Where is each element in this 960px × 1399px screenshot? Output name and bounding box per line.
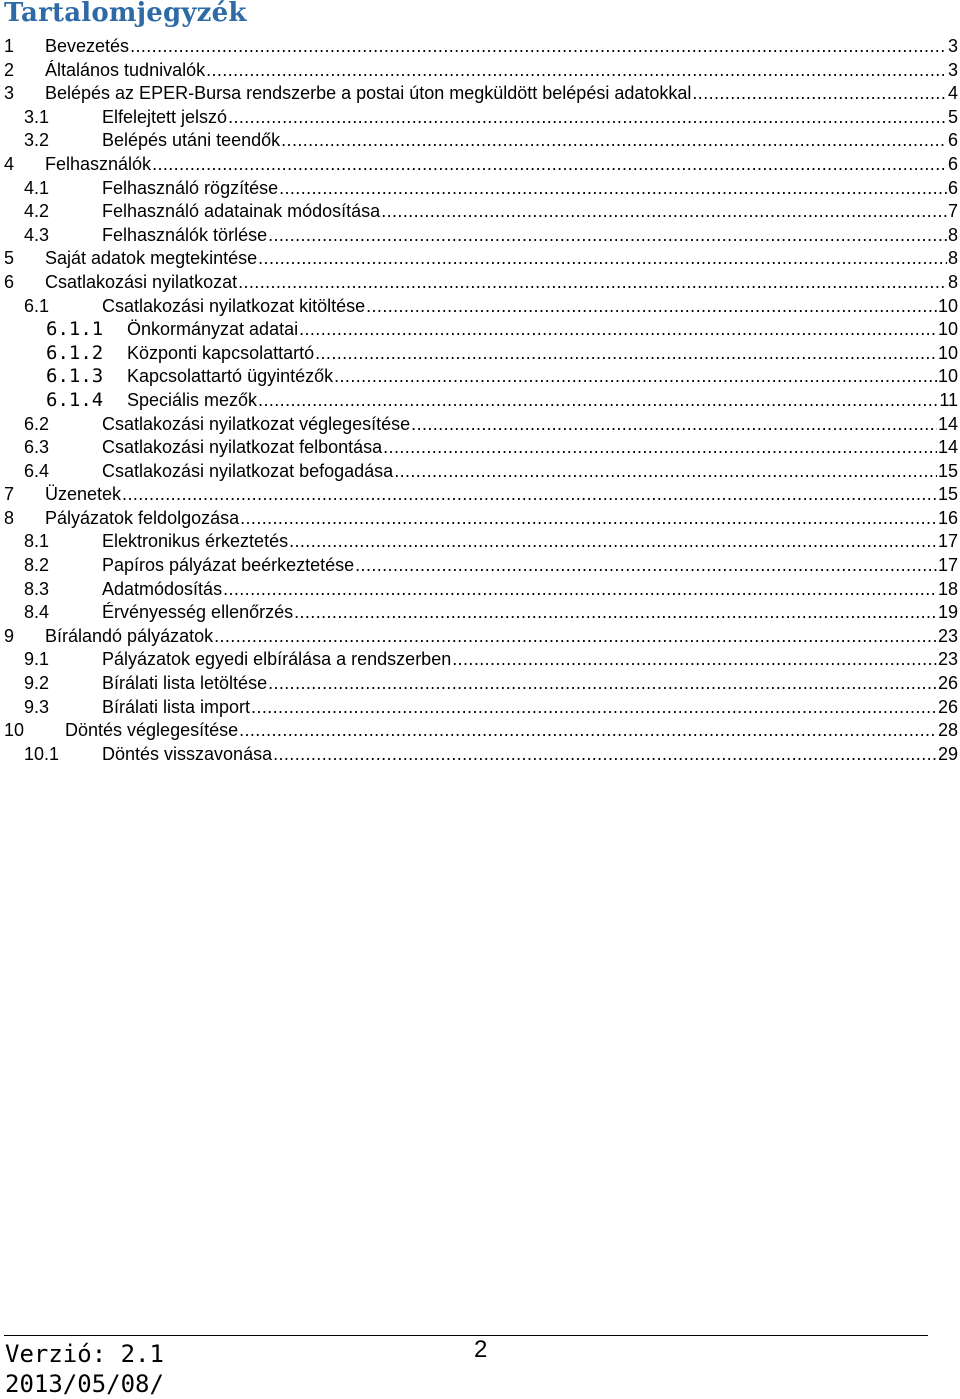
- toc-dot-leader: [223, 578, 937, 602]
- toc-entry-page: 17: [937, 555, 958, 576]
- toc-dot-leader: [214, 625, 937, 649]
- toc-entry-line: [45, 247, 958, 271]
- toc-entry[interactable]: [0, 224, 960, 248]
- toc-entry-page: 15: [937, 460, 958, 481]
- toc-entry-title: Csatlakozási nyilatkozat felbontása: [102, 437, 383, 458]
- toc-entry-number: 4: [4, 153, 15, 174]
- toc-entry-number: 5: [4, 248, 15, 269]
- toc-entry-number: 6.1.4: [46, 388, 104, 411]
- toc-dot-leader: [383, 436, 937, 460]
- toc-entry-line: [45, 59, 958, 83]
- toc-entry-line: [102, 295, 958, 319]
- toc-entry-title: Felhasználók: [45, 153, 152, 174]
- toc-entry-number: 6.2: [24, 413, 50, 434]
- toc-dot-leader: [240, 507, 937, 531]
- toc-entry-title: Felhasználó rögzítése: [102, 177, 279, 198]
- toc-entry[interactable]: [0, 59, 960, 83]
- toc-entry-page: 17: [937, 531, 958, 552]
- toc-entry-number: 4.3: [24, 224, 50, 245]
- toc-entry-title: Kapcsolattartó ügyintézők: [127, 366, 334, 387]
- toc-entry-number: 6: [4, 271, 15, 292]
- toc-entry-title: Csatlakozási nyilatkozat befogadása: [102, 460, 394, 481]
- toc-entry-page: 8: [947, 224, 958, 245]
- toc-entry-line: [45, 82, 958, 106]
- toc-entry[interactable]: [0, 483, 960, 507]
- toc-dot-leader: [294, 601, 937, 625]
- toc-entry-line: [65, 719, 958, 743]
- toc-entry-title: Elektronikus érkeztetés: [102, 531, 289, 552]
- toc-dot-leader: [239, 719, 937, 743]
- toc-entry-title: Pályázatok egyedi elbírálása a rendszerben: [102, 649, 452, 670]
- toc-entry-page: 8: [947, 271, 958, 292]
- toc-entry-number: 10.1: [24, 743, 60, 764]
- toc-entry-title: Önkormányzat adatai: [127, 319, 299, 340]
- toc-entry-line: [127, 365, 958, 389]
- toc-entry-page: 29: [937, 743, 958, 764]
- toc-entry[interactable]: [0, 177, 960, 201]
- toc-dot-leader: [228, 106, 947, 130]
- toc-entry-line: [45, 271, 958, 295]
- toc-entry-page: 14: [937, 413, 958, 434]
- toc-entry-line: [102, 129, 958, 153]
- footer-divider: [4, 1335, 928, 1336]
- toc-entry[interactable]: [0, 672, 960, 696]
- toc-entry[interactable]: [0, 271, 960, 295]
- toc-entry-line: [102, 672, 958, 696]
- toc-entry-line: [127, 342, 958, 366]
- toc-dot-leader: [268, 672, 937, 696]
- toc-entry-number: 8.1: [24, 531, 50, 552]
- toc-entry[interactable]: [0, 436, 960, 460]
- toc-dot-leader: [273, 743, 937, 767]
- toc-entry-page: 6: [947, 153, 958, 174]
- toc-entry[interactable]: [0, 82, 960, 106]
- toc-entry-number: 8.3: [24, 578, 50, 599]
- toc-entry-line: [127, 318, 958, 342]
- footer-version: Verzió: 2.1: [5, 1340, 164, 1368]
- toc-entry-line: [102, 743, 958, 767]
- toc-entry-title: Bevezetés: [45, 36, 130, 56]
- toc-entry[interactable]: [0, 719, 960, 743]
- toc-entry-title: Üzenetek: [45, 484, 122, 505]
- toc-dot-leader: [281, 129, 947, 153]
- toc-entry[interactable]: [0, 601, 960, 625]
- toc-entry-number: 3.2: [24, 130, 50, 151]
- toc-entry-page: 16: [937, 507, 958, 528]
- toc-entry-line: [102, 460, 958, 484]
- toc-entry-number: 6.1.1: [46, 318, 104, 341]
- toc-dot-leader: [152, 153, 947, 177]
- toc-entry-title: Bírálati lista import: [102, 696, 251, 717]
- toc-entry[interactable]: [0, 530, 960, 554]
- toc-entry-line: [102, 530, 958, 554]
- toc-dot-leader: [452, 648, 937, 672]
- toc-entry[interactable]: [0, 200, 960, 224]
- toc-dot-leader: [315, 342, 937, 366]
- toc-entry[interactable]: [0, 295, 960, 319]
- toc-dot-leader: [268, 224, 947, 248]
- toc-entry[interactable]: [0, 247, 960, 271]
- footer-date: 2013/05/08/: [5, 1370, 164, 1398]
- toc-dot-leader: [366, 295, 937, 319]
- toc-dot-leader: [289, 530, 937, 554]
- toc-entry-page: 3: [947, 59, 958, 80]
- toc-dot-leader: [258, 389, 938, 413]
- toc-entry-title: Saját adatok megtekintése: [45, 248, 258, 269]
- toc-entry-line: [102, 177, 958, 201]
- toc-entry-title: Csatlakozási nyilatkozat kitöltése: [102, 295, 366, 316]
- toc-entry-page: 10: [937, 295, 958, 316]
- toc-entry-page: 6: [947, 177, 958, 198]
- toc-dot-leader: [130, 35, 947, 59]
- toc-entry-number: 4.2: [24, 201, 50, 222]
- toc-dot-leader: [334, 365, 937, 389]
- toc-entry-number: 6.1.3: [46, 365, 104, 388]
- toc-entry[interactable]: [0, 129, 960, 153]
- toc-entry-page: 10: [937, 342, 958, 363]
- toc-dot-leader: [394, 460, 937, 484]
- toc-dot-leader: [251, 696, 937, 720]
- toc-entry-page: 18: [937, 578, 958, 599]
- toc-entry-title: Papíros pályázat beérkeztetése: [102, 555, 355, 576]
- toc-entry-title: Elfelejtett jelszó: [102, 106, 228, 127]
- toc-entry-number: 8.2: [24, 555, 50, 576]
- toc-entry-title: Pályázatok feldolgozása: [45, 507, 240, 528]
- toc-title: Tartalomjegyzék: [4, 0, 247, 28]
- toc-entry-page: 4: [947, 83, 958, 104]
- toc-entry-title: Bírálati lista letöltése: [102, 673, 268, 694]
- toc-entry[interactable]: [0, 578, 960, 602]
- toc-entry[interactable]: [0, 342, 960, 366]
- toc-dot-leader: [411, 413, 937, 437]
- toc-dot-leader: [279, 177, 947, 201]
- toc-entry[interactable]: [0, 365, 960, 389]
- toc-entry[interactable]: [0, 743, 960, 767]
- toc-entry[interactable]: [0, 460, 960, 484]
- toc-entry[interactable]: [0, 507, 960, 531]
- toc-entry[interactable]: [0, 389, 960, 413]
- toc-entry-number: 2: [4, 59, 15, 80]
- table-of-contents: [0, 35, 960, 766]
- toc-entry-number: 7: [4, 484, 15, 505]
- toc-entry-line: [45, 35, 958, 59]
- toc-entry-line: [102, 413, 958, 437]
- toc-entry-page: 14: [937, 437, 958, 458]
- toc-entry-line: [102, 554, 958, 578]
- toc-entry-title: Belépés utáni teendők: [102, 130, 281, 151]
- toc-entry[interactable]: [0, 696, 960, 720]
- toc-entry-line: [102, 578, 958, 602]
- toc-entry-number: 6.1.2: [46, 341, 104, 364]
- toc-dot-leader: [206, 59, 947, 83]
- toc-entry-title: Központi kapcsolattartó: [127, 342, 315, 363]
- toc-entry-line: [102, 648, 958, 672]
- toc-entry-number: 1: [4, 36, 15, 56]
- toc-entry-title: Felhasználók törlése: [102, 224, 268, 245]
- toc-entry-line: [45, 507, 958, 531]
- toc-entry[interactable]: [0, 318, 960, 342]
- toc-entry-page: 15: [937, 484, 958, 505]
- toc-entry-number: 9.1: [24, 649, 50, 670]
- toc-entry-title: Belépés az EPER-Bursa rendszerbe a postai úton megküldött belépési adatokkal: [45, 83, 692, 104]
- toc-entry-title: Csatlakozási nyilatkozat véglegesítése: [102, 413, 411, 434]
- toc-dot-leader: [238, 271, 947, 295]
- toc-entry-page: 23: [937, 625, 958, 646]
- toc-entry-number: 8: [4, 507, 15, 528]
- toc-entry-number: 3: [4, 83, 15, 104]
- toc-entry-line: [102, 436, 958, 460]
- toc-entry-number: 6.1: [24, 295, 50, 316]
- toc-entry-number: 9.2: [24, 673, 50, 694]
- toc-entry-title: Adatmódosítás: [102, 578, 223, 599]
- footer-page-number: 2: [474, 1336, 488, 1363]
- toc-entry-page: 10: [937, 366, 958, 387]
- toc-entry-number: 6.4: [24, 460, 50, 481]
- toc-entry-title: Speciális mezők: [127, 389, 258, 410]
- toc-entry-line: [102, 200, 958, 224]
- toc-entry-line: [45, 153, 958, 177]
- toc-entry-title: Döntés visszavonása: [102, 743, 273, 764]
- toc-entry-line: [102, 601, 958, 625]
- toc-entry-line: [45, 625, 958, 649]
- toc-entry-title: Döntés véglegesítése: [65, 720, 239, 741]
- toc-entry-number: 8.4: [24, 602, 50, 623]
- toc-entry-page: 26: [937, 673, 958, 694]
- toc-entry-page: 6: [947, 130, 958, 151]
- toc-entry-page: 7: [947, 201, 958, 222]
- toc-entry-page: 19: [937, 602, 958, 623]
- toc-entry[interactable]: [0, 413, 960, 437]
- toc-dot-leader: [355, 554, 937, 578]
- toc-entry-line: [102, 106, 958, 130]
- toc-entry-page: 11: [939, 389, 958, 410]
- toc-entry-line: [102, 224, 958, 248]
- toc-entry[interactable]: [0, 153, 960, 177]
- toc-entry[interactable]: [0, 554, 960, 578]
- toc-entry-title: Csatlakozási nyilatkozat: [45, 271, 238, 292]
- toc-entry-number: 9.3: [24, 696, 50, 717]
- toc-dot-leader: [692, 82, 947, 106]
- toc-dot-leader: [381, 200, 947, 224]
- toc-dot-leader: [258, 247, 947, 271]
- toc-dot-leader: [122, 483, 937, 507]
- toc-entry-page: 28: [937, 720, 958, 741]
- toc-entry-title: Általános tudnivalók: [45, 59, 206, 80]
- toc-entry-line: [102, 696, 958, 720]
- toc-entry-page: 8: [947, 248, 958, 269]
- toc-entry-number: 4.1: [24, 177, 50, 198]
- toc-entry[interactable]: [0, 648, 960, 672]
- toc-dot-leader: [299, 318, 937, 342]
- toc-entry-number: 10: [4, 720, 25, 741]
- toc-entry-page: 26: [937, 696, 958, 717]
- toc-entry-page: 3: [947, 36, 958, 56]
- toc-entry-line: [45, 483, 958, 507]
- toc-entry-line: [127, 389, 958, 413]
- toc-entry-page: 10: [937, 319, 958, 340]
- toc-entry-page: 5: [947, 106, 958, 127]
- toc-entry[interactable]: [0, 625, 960, 649]
- toc-entry-number: 6.3: [24, 437, 50, 458]
- toc-entry-number: 3.1: [24, 106, 50, 127]
- toc-entry-title: Bírálandó pályázatok: [45, 625, 214, 646]
- toc-entry[interactable]: [0, 35, 960, 59]
- toc-entry[interactable]: [0, 106, 960, 130]
- toc-entry-number: 9: [4, 625, 15, 646]
- toc-entry-page: 23: [937, 649, 958, 670]
- toc-entry-title: Felhasználó adatainak módosítása: [102, 201, 381, 222]
- toc-entry-title: Érvényesség ellenőrzés: [102, 602, 294, 623]
